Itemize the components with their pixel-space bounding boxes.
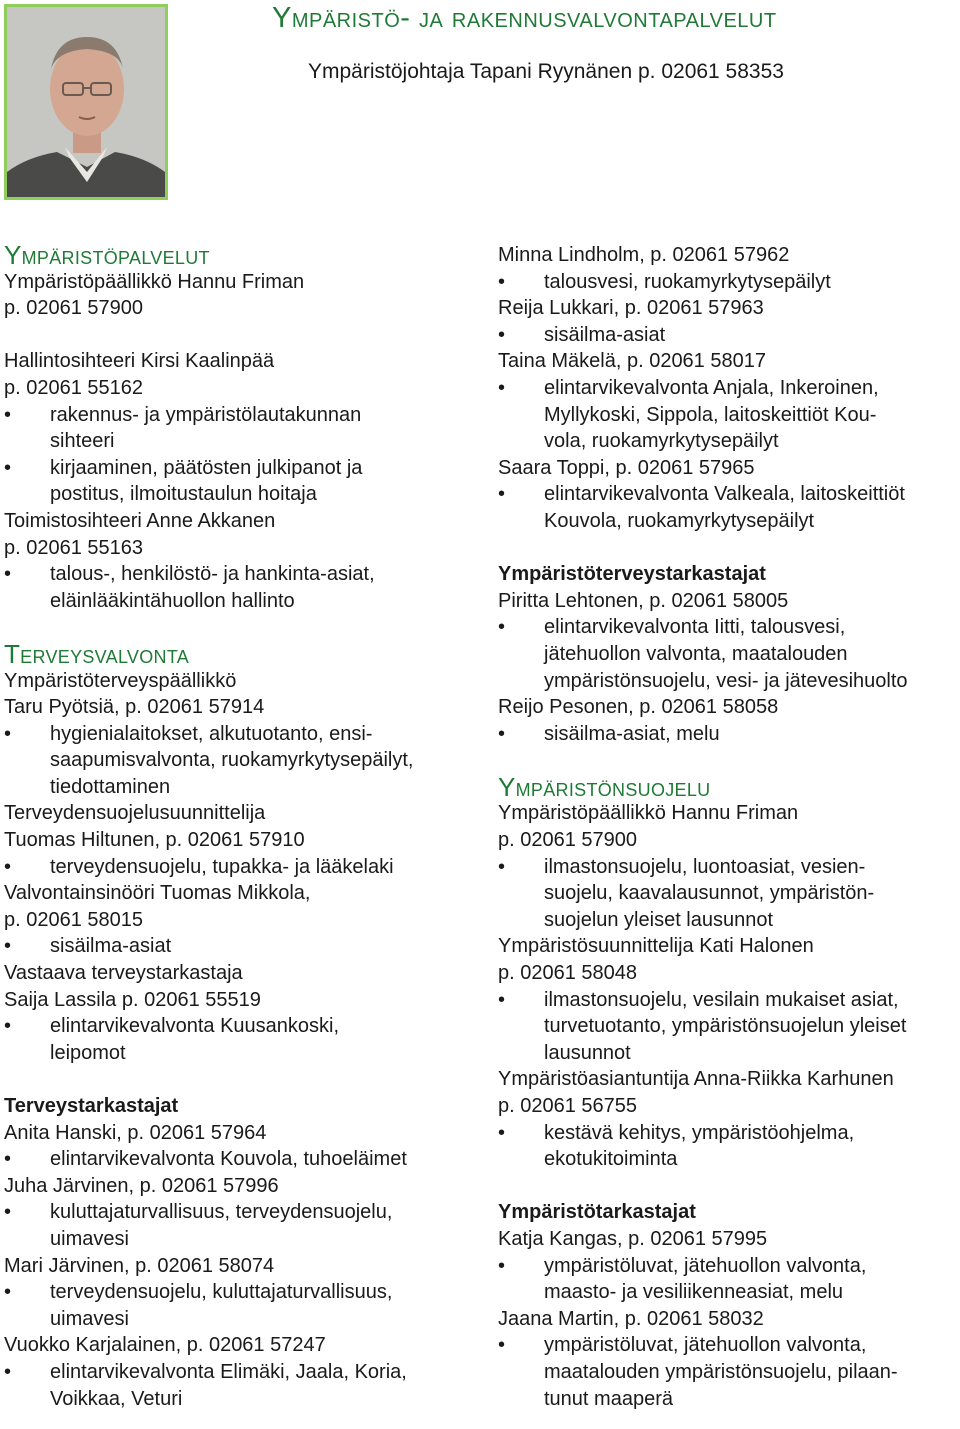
spacer: [498, 747, 960, 774]
text-line: Ympäristöasiantuntija Anna-Riikka Karhunen: [498, 1068, 894, 1091]
text-line: Toimistosihteeri Anne Akkanen: [4, 509, 276, 532]
bullet-item: • elintarvikevalvonta Valkeala, laitoskeittiöt: [498, 481, 960, 508]
bullet-item-continuation: turvetuotanto, ympäristönsuojelun yleiset: [544, 1015, 907, 1038]
bullet-item-continuation: maatalouden ympäristönsuojelu, pilaan-: [544, 1360, 898, 1383]
bullet-item: • elintarvikevalvonta Kuusankoski,: [4, 1013, 474, 1040]
text-line: Ympäristöterveyspäällikkö: [4, 669, 237, 692]
text-line: Minna Lindholm, p. 02061 57962: [498, 244, 790, 266]
bullet-item-continuation: suojelun yleiset lausunnot: [544, 908, 774, 931]
bullet-item-continuation: suojelu, kaavalausunnot, ympäristön-: [544, 882, 875, 905]
spacer: [4, 1066, 474, 1093]
bullet-item-continuation: lausunnot: [544, 1041, 631, 1064]
bullet-item-continuation: vola, ruokamyrkytysepäilyt: [544, 430, 779, 453]
right-column: [498, 242, 960, 1412]
section-heading: Terveysvalvonta: [4, 638, 190, 669]
text-line: Reija Lukkari, p. 02061 57963: [498, 297, 764, 320]
bullet-item: • kestävä kehitys, ympäristöohjelma,: [498, 1120, 960, 1147]
text-line: Saara Toppi, p. 02061 57965: [498, 456, 755, 479]
bullet-item-continuation: uimavesi: [50, 1227, 129, 1250]
text-line: Katja Kangas, p. 02061 57995: [498, 1227, 768, 1250]
bullet-item: • terveydensuojelu, tupakka- ja lääkelaki: [4, 854, 474, 881]
left-column: [4, 242, 474, 1412]
bullet-item: • elintarvikevalvonta Kouvola, tuhoeläimet: [4, 1146, 474, 1173]
bullet-item-continuation: Kouvola, ruokamyrkytysepäilyt: [544, 509, 815, 532]
bullet-item-continuation: postitus, ilmoitustaulun hoitaja: [50, 483, 317, 506]
bullet-item: • hygienialaitokset, alkutuotanto, ensi-: [4, 721, 474, 748]
portrait-image: [7, 7, 165, 197]
text-line: Vuokko Karjalainen, p. 02061 57247: [4, 1334, 326, 1357]
section-heading: Ympäristöpalvelut: [4, 240, 210, 270]
bullet-item-continuation: Voikkaa, Veturi: [50, 1387, 183, 1410]
director-line: Ympäristöjohtaja Tapani Ryynänen p. 02061 58353: [308, 60, 784, 83]
spacer: [4, 614, 474, 641]
text-line: Tuomas Hiltunen, p. 02061 57910: [4, 829, 305, 852]
text-line: Juha Järvinen, p. 02061 57996: [4, 1174, 279, 1197]
bullet-item-continuation: uimavesi: [50, 1307, 129, 1330]
bullet-item-continuation: jätehuollon valvonta, maatalouden: [544, 642, 848, 665]
text-line: Saija Lassila p. 02061 55519: [4, 988, 261, 1011]
bullet-item: • kirjaaminen, päätösten julkipanot ja: [4, 455, 474, 482]
text-line: Vastaava terveystarkastaja: [4, 962, 243, 985]
text-line: Taina Mäkelä, p. 02061 58017: [498, 350, 766, 373]
bullet-item-continuation: leipomot: [50, 1041, 126, 1064]
text-line: p. 02061 57900: [498, 829, 638, 852]
bullet-item: • elintarvikevalvonta Iitti, talousvesi,: [498, 614, 960, 641]
bullet-item: • terveydensuojelu, kuluttajaturvallisuus,: [4, 1279, 474, 1306]
bullet-item-continuation: eläinlääkintähuollon hallinto: [50, 589, 295, 612]
subsection-heading: Terveystarkastajat: [4, 1095, 179, 1117]
bullet-item: • rakennus- ja ympäristölautakunnan: [4, 402, 474, 429]
text-line: p. 02061 58015: [4, 908, 144, 931]
text-line: Ympäristöpäällikkö Hannu Friman: [4, 270, 305, 293]
bullet-item-continuation: maasto- ja vesiliikenneasiat, melu: [544, 1281, 844, 1304]
bullet-item: • talous-, henkilöstö- ja hankinta-asiat,: [4, 561, 474, 588]
bullet-item: • sisäilma-asiat, melu: [498, 721, 960, 748]
text-line: Mari Järvinen, p. 02061 58074: [4, 1254, 275, 1277]
bullet-item-continuation: tunut maaperä: [544, 1387, 673, 1410]
text-line: Ympäristöpäällikkö Hannu Friman: [498, 802, 799, 825]
spacer: [498, 1173, 960, 1200]
bullet-item: • ympäristöluvat, jätehuollon valvonta,: [498, 1253, 960, 1280]
bullet-item: • ilmastonsuojelu, luontoasiat, vesien-: [498, 854, 960, 881]
text-line: Taru Pyötsiä, p. 02061 57914: [4, 696, 265, 719]
text-line: Terveydensuojelusuunnittelija: [4, 802, 266, 825]
spacer: [4, 322, 474, 349]
text-line: p. 02061 55163: [4, 536, 144, 559]
text-line: Ympäristösuunnittelija Kati Halonen: [498, 935, 814, 958]
text-line: p. 02061 58048: [498, 962, 638, 985]
director-photo: [4, 4, 168, 200]
subsection-heading: Ympäristötarkastajat: [498, 1201, 696, 1224]
bullet-item: • ympäristöluvat, jätehuollon valvonta,: [498, 1332, 960, 1359]
text-line: p. 02061 55162: [4, 376, 144, 399]
bullet-item-continuation: sihteeri: [50, 430, 115, 453]
bullet-item-continuation: ympäristönsuojelu, vesi- ja jätevesihuolto: [544, 669, 908, 692]
bullet-item-continuation: Myllykoski, Sippola, laitoskeittiöt Kou-: [544, 403, 877, 426]
text-line: p. 02061 57900: [4, 297, 144, 320]
text-line: Jaana Martin, p. 02061 58032: [498, 1307, 764, 1330]
bullet-item: • talousvesi, ruokamyrkytysepäilyt: [498, 269, 960, 296]
bullet-item: • ilmastonsuojelu, vesilain mukaiset asiat,: [498, 987, 960, 1014]
text-line: p. 02061 56755: [498, 1095, 638, 1117]
bullet-item: • elintarvikevalvonta Elimäki, Jaala, Koria,: [4, 1359, 474, 1386]
bullet-item: • elintarvikevalvonta Anjala, Inkeroinen,: [498, 375, 960, 402]
bullet-item-continuation: saapumisvalvonta, ruokamyrkytysepäilyt,: [50, 749, 414, 772]
bullet-item-continuation: ekotukitoiminta: [544, 1148, 678, 1171]
bullet-item-continuation: tiedottaminen: [50, 775, 171, 798]
bullet-item: • kuluttajaturvallisuus, terveydensuojelu,: [4, 1199, 474, 1226]
section-heading: Ympäristönsuojelu: [498, 771, 711, 802]
text-line: Hallintosihteeri Kirsi Kaalinpää: [4, 350, 275, 373]
bullet-item: • sisäilma-asiat: [498, 322, 960, 349]
text-line: Reijo Pesonen, p. 02061 58058: [498, 696, 779, 719]
subsection-heading: Ympäristöterveystarkastajat: [498, 563, 766, 586]
text-line: Anita Hanski, p. 02061 57964: [4, 1121, 267, 1144]
text-line: Piritta Lehtonen, p. 02061 58005: [498, 589, 789, 612]
text-line: Valvontainsinööri Tuomas Mikkola,: [4, 882, 311, 905]
bullet-item: • sisäilma-asiat: [4, 933, 474, 960]
spacer: [498, 535, 960, 562]
page-title: Ympäristö- ja rakennusvalvontapalvelut: [272, 2, 777, 34]
